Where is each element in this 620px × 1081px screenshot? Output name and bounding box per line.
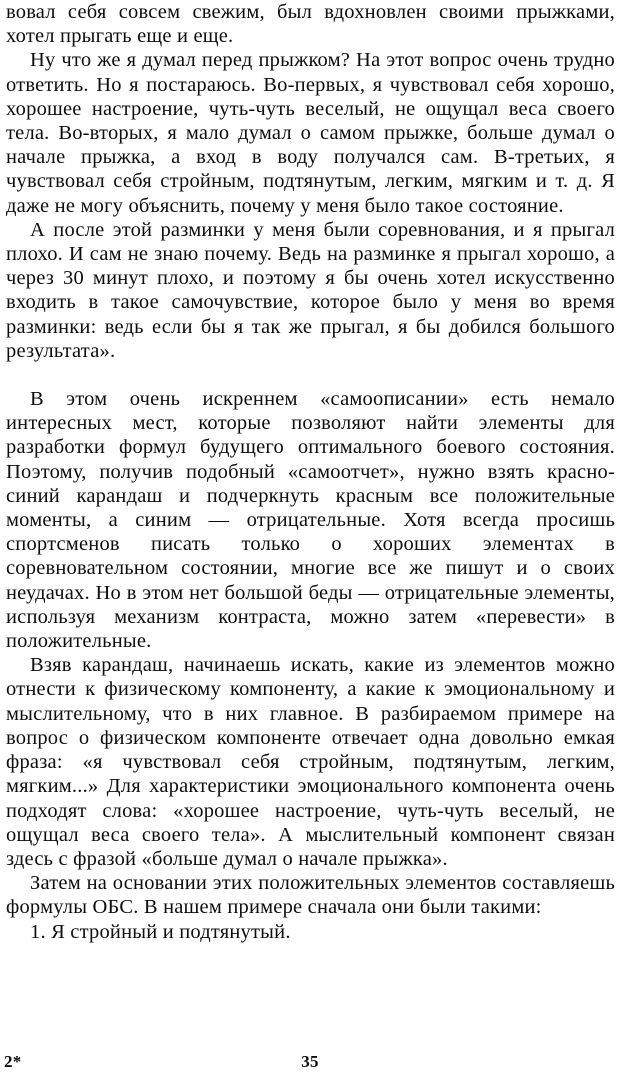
page-footer xyxy=(0,1050,620,1074)
page-number: 35 xyxy=(301,1052,319,1071)
list-item-formula-1: 1. Я стройный и подтянутый. xyxy=(30,920,291,943)
paragraph-after-warmup: А после этой разминки у меня были соревнования, и я прыгал плохо. И сам не знаю почему. Ведь на разминке я прыгал хорошо, а через 30 минут плохо, и поэтому я бы очень хотел искусственно входить в такое самочувствие, которое было у меня во время разминки: ведь если бы я так же прыгал, я бы добился большого результата». xyxy=(6,218,615,362)
paragraph-thoughts-before-jump: Ну что же я думал перед прыжком? На этот вопрос очень трудно ответить. Но я постараюсь. Во-первых, я чувствовал себя хорошо, хорошее настроение, чуть-чуть веселый, не ощущал веса своего тела. Во-вторых, я мало думал о самом прыжке, больше думал о начале прыжка, а вход в воду получался сам. В-третьих, я чувствовал себя стройным, подтянутым, легким, мягким и т. д. Я даже не могу объяснить, почему у меня было такое состояние. xyxy=(6,49,615,217)
paragraph-self-description-analysis: В этом очень искреннем «самоописании» есть немало интересных мест, которые позволяют найти элементы для разработки формул будущего оптимального боевого состояния. Поэтому, получив подобный «самоотчет», нужно взять красно-синий карандаш и подчеркнуть красным все положительные моменты, а синим — отрицательные. Хотя всегда просишь спортсменов писать только о хороших элементах в соревновательном состоянии, многие все же пишут и о своих неудачах. Но в этом нет большой беды — отрицательные элементы, используя механизм контраста, можно затем «перевести» в положительные. xyxy=(6,388,615,653)
paragraph-formulas-intro: Затем на основании этих положительных элементов составляешь формулы ОБС. В нашем примере сначала они были такими: xyxy=(6,872,615,919)
paragraph-continuation: вовал себя совсем свежим, был вдохновлен своими прыжками, хотел прыгать еще и еще. xyxy=(6,1,615,48)
paragraph-pencil-analysis: Взяв карандаш, начинаешь искать, какие из элементов можно отнести к физическому компоненту, а какие к эмоциональному и мыслительному, что в них главное. В разбираемом примере на вопрос о физическом компоненте отвечает одна довольно емкая фраза: «я чувствовал себя стройным, подтянутым, легким, мягким...» Для характеристики эмоционального компонента очень подходят слова: «хорошее настроение, чуть-чуть веселый, не ощущал веса своего тела». А мыслительный компонент связан здесь с фразой «больше думал о начале прыжка». xyxy=(6,654,615,870)
printer-signature: 2* xyxy=(4,1052,22,1071)
